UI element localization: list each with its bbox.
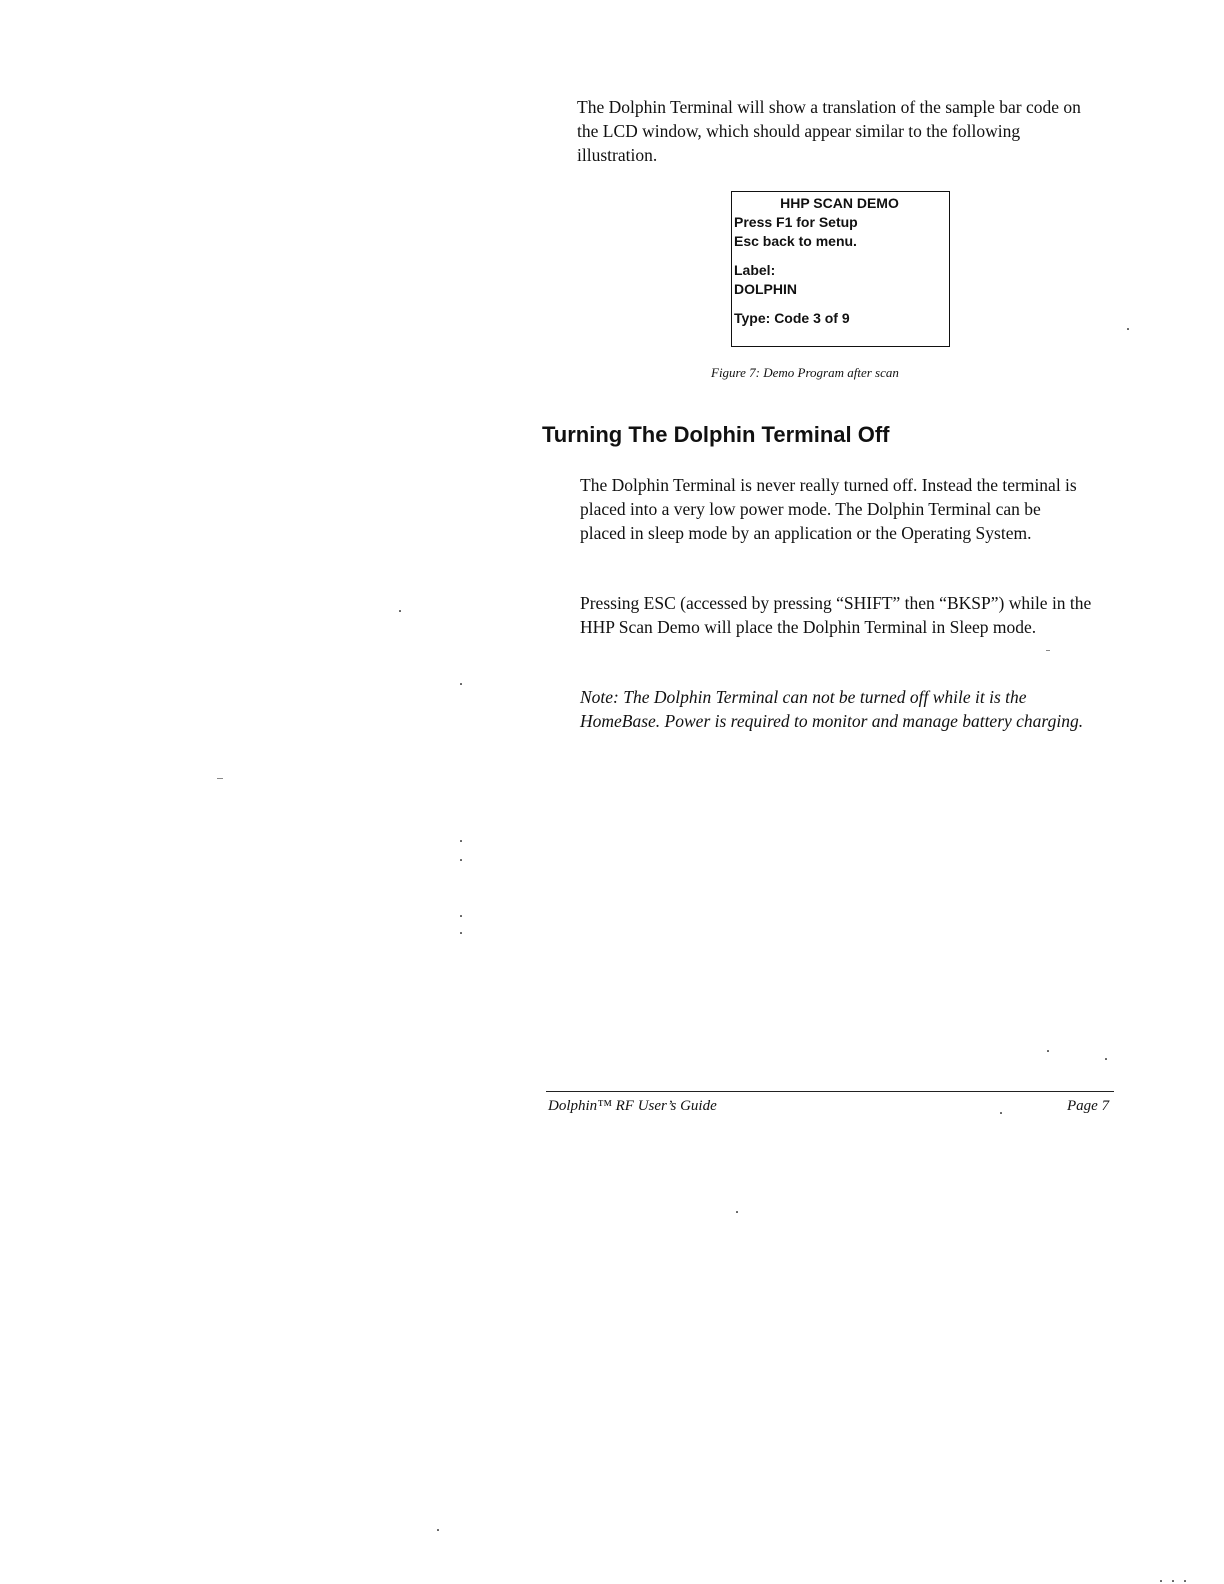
scan-speck (736, 1211, 738, 1213)
lcd-title: HHP SCAN DEMO (780, 195, 899, 211)
scan-speck (460, 683, 462, 685)
lcd-label-caption: Label: (734, 262, 776, 278)
scan-speck (1184, 1580, 1186, 1582)
scan-speck (217, 778, 223, 779)
note-paragraph: Note: The Dolphin Terminal can not be turned off while it is the HomeBase. Power is required to monitor and manage battery charging. (580, 687, 1084, 731)
lcd-spacer (734, 299, 949, 309)
intro-paragraph: The Dolphin Terminal will show a translation of the sample bar code on the LCD window, which should appear similar to the following illustration. (577, 97, 1081, 165)
body-paragraph: Pressing ESC (accessed by pressing “SHIFT” then “BKSP”) while in the HHP Scan Demo will place the Dolphin Terminal in Sleep mode. (580, 593, 1092, 637)
footer-document-title: Dolphin™ RF User’s Guide (548, 1098, 717, 1114)
scan-speck (460, 915, 462, 917)
scan-speck (1127, 328, 1129, 330)
section-heading: Turning The Dolphin Terminal Off (542, 422, 890, 447)
scan-speck (1046, 650, 1050, 651)
figure-caption: Figure 7: Demo Program after scan (711, 365, 899, 380)
lcd-spacer (734, 251, 949, 261)
scan-speck (460, 932, 462, 934)
scan-speck (1172, 1580, 1174, 1582)
lcd-line-menu: Esc back to menu. (734, 233, 857, 249)
footer-page-number: Page 7 (1067, 1098, 1110, 1114)
lcd-type-line: Type: Code 3 of 9 (734, 310, 850, 326)
scan-speck (460, 859, 462, 861)
scan-speck (1000, 1112, 1002, 1114)
lcd-line-setup: Press F1 for Setup (734, 214, 858, 230)
footer-divider (546, 1091, 1114, 1092)
scan-speck (399, 610, 401, 612)
scan-speck (1047, 1050, 1049, 1052)
body-paragraph: The Dolphin Terminal is never really turned off. Instead the terminal is placed into a very low power mode. The Dolphin Terminal can be placed in sleep mode by an application or the Operating System. (580, 475, 1077, 543)
scan-speck (1105, 1058, 1107, 1060)
scan-speck (460, 840, 462, 842)
lcd-screen-illustration (731, 191, 950, 347)
scan-speck (437, 1529, 439, 1531)
scan-speck (1160, 1580, 1162, 1582)
lcd-label-value: DOLPHIN (734, 281, 797, 297)
